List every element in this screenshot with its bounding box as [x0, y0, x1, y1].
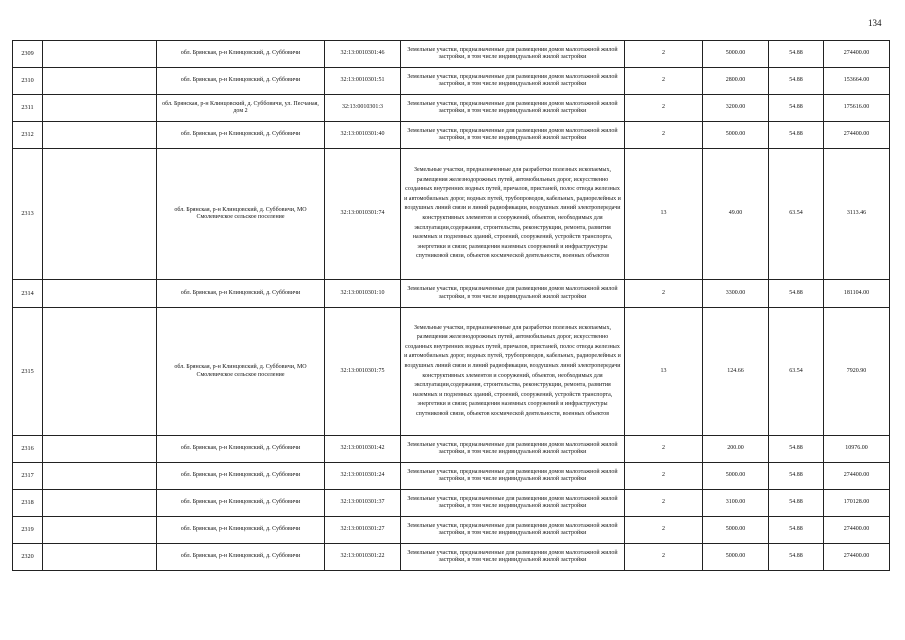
table-row: [13, 95, 890, 122]
address-cell: обл. Брянская, р-н Клинцовский, д. Суббовичи: [157, 41, 325, 68]
land-valuation-table: [12, 40, 890, 571]
spacer-cell: [43, 436, 157, 463]
rate-cell: 54.88: [769, 436, 824, 463]
area-cell: 2800.00: [703, 68, 769, 95]
area-cell: 5000.00: [703, 517, 769, 544]
land-use-cell: Земельные участки, предназначенные для размещения домов малоэтажной жилой застройки, в том числе индивидуальной жилой застройки: [401, 280, 625, 308]
cadastral-value-cell: 274400.00: [824, 41, 890, 68]
rate-cell: 54.88: [769, 122, 824, 149]
table-row: [13, 149, 890, 280]
group-cell: 2: [625, 95, 703, 122]
row-number-cell: 2310: [13, 68, 43, 95]
cadastral-number-cell: 32:13:0010301:74: [325, 149, 401, 280]
table-row: [13, 490, 890, 517]
address-cell: обл. Брянская, р-н Клинцовский, д. Суббовичи: [157, 436, 325, 463]
cadastral-value-cell: 3113.46: [824, 149, 890, 280]
cadastral-number-cell: 32:13:0010301:75: [325, 308, 401, 436]
address-cell: обл. Брянская, р-н Клинцовский, д. Суббовичи: [157, 463, 325, 490]
rate-cell: 54.88: [769, 490, 824, 517]
cadastral-number-cell: 32:13:0010301:24: [325, 463, 401, 490]
area-cell: 3100.00: [703, 490, 769, 517]
row-number-cell: 2316: [13, 436, 43, 463]
row-number-cell: 2313: [13, 149, 43, 280]
group-cell: 2: [625, 490, 703, 517]
land-use-cell: Земельные участки, предназначенные для размещения домов малоэтажной жилой застройки, в том числе индивидуальной жилой застройки: [401, 68, 625, 95]
spacer-cell: [43, 280, 157, 308]
land-use-cell: Земельные участки, предназначенные для размещения домов малоэтажной жилой застройки, в том числе индивидуальной жилой застройки: [401, 95, 625, 122]
spacer-cell: [43, 463, 157, 490]
cadastral-value-cell: 153664.00: [824, 68, 890, 95]
cadastral-number-cell: 32:13:0010301:3: [325, 95, 401, 122]
cadastral-number-cell: 32:13:0010301:40: [325, 122, 401, 149]
cadastral-number-cell: 32:13:0010301:27: [325, 517, 401, 544]
land-use-cell: Земельные участки, предназначенные для разработки полезных ископаемых, размещения железнодорожных путей, автомобильных дорог, искусственно созданных внутренних водных путей, причалов, пристаней, полос отвода железных и автомобильных дорог, водных путей, трубопроводов, кабельных, радиорелейных и воздушных линий связи и линий радиофикации, воздушных линий электропередачи конструктивных элементов и сооружений, объектов, необходимых для эксплуатации,содержания, строительства, реконструкции, ремонта, развития наземных и подземных зданий, строений, сооружений, устройств транспорта, энергетики и связи; размещения наземных сооружений и инфраструктуры спутниковой связи, объектов космической деятельности, военных объектов: [401, 149, 625, 280]
cadastral-number-cell: 32:13:0010301:51: [325, 68, 401, 95]
row-number-cell: 2311: [13, 95, 43, 122]
land-use-cell: Земельные участки, предназначенные для разработки полезных ископаемых, размещения железнодорожных путей, автомобильных дорог, искусственно созданных внутренних водных путей, причалов, пристаней, полос отвода железных и автомобильных дорог, водных путей, трубопроводов, кабельных, радиорелейных и воздушных линий связи и линий радиофикации, воздушных линий электропередачи конструктивных элементов и сооружений, объектов, необходимых для эксплуатации,содержания, строительства, реконструкции, ремонта, развития наземных и подземных зданий, строений, сооружений, устройств транспорта, энергетики и связи; размещения наземных сооружений и инфраструктуры спутниковой связи, объектов космической деятельности, военных объектов: [401, 308, 625, 436]
rate-cell: 54.88: [769, 544, 824, 571]
row-number-cell: 2312: [13, 122, 43, 149]
area-cell: 5000.00: [703, 122, 769, 149]
table-row: [13, 544, 890, 571]
cadastral-number-cell: 32:13:0010301:37: [325, 490, 401, 517]
spacer-cell: [43, 308, 157, 436]
cadastral-number-cell: 32:13:0010301:42: [325, 436, 401, 463]
spacer-cell: [43, 517, 157, 544]
rate-cell: 54.88: [769, 463, 824, 490]
spacer-cell: [43, 544, 157, 571]
address-cell: обл. Брянская, р-н Клинцовский, д. Суббовичи: [157, 122, 325, 149]
address-cell: обл. Брянская, р-н Клинцовский, д. Суббовичи: [157, 490, 325, 517]
group-cell: 2: [625, 436, 703, 463]
cadastral-value-cell: 274400.00: [824, 122, 890, 149]
table-row: [13, 436, 890, 463]
spacer-cell: [43, 41, 157, 68]
land-use-cell: Земельные участки, предназначенные для размещения домов малоэтажной жилой застройки, в том числе индивидуальной жилой застройки: [401, 122, 625, 149]
land-use-cell: Земельные участки, предназначенные для размещения домов малоэтажной жилой застройки, в том числе индивидуальной жилой застройки: [401, 41, 625, 68]
group-cell: 13: [625, 149, 703, 280]
cadastral-value-cell: 170128.00: [824, 490, 890, 517]
table-row: [13, 280, 890, 308]
address-cell: обл. Брянская, р-н Клинцовский, д. Суббовичи, ул. Песчаная, дом 2: [157, 95, 325, 122]
row-number-cell: 2318: [13, 490, 43, 517]
group-cell: 2: [625, 280, 703, 308]
spacer-cell: [43, 95, 157, 122]
table-row: [13, 122, 890, 149]
address-cell: обл. Брянская, р-н Клинцовский, д. Суббовичи: [157, 517, 325, 544]
group-cell: 2: [625, 463, 703, 490]
cadastral-value-cell: 274400.00: [824, 544, 890, 571]
table-row: [13, 463, 890, 490]
address-cell: обл. Брянская, р-н Клинцовский, д. Суббовичи: [157, 280, 325, 308]
table-row: [13, 68, 890, 95]
area-cell: 5000.00: [703, 41, 769, 68]
rate-cell: 54.88: [769, 517, 824, 544]
group-cell: 2: [625, 122, 703, 149]
cadastral-value-cell: 181104.00: [824, 280, 890, 308]
area-cell: 5000.00: [703, 544, 769, 571]
rate-cell: 54.88: [769, 68, 824, 95]
cadastral-value-cell: 274400.00: [824, 517, 890, 544]
area-cell: 124.66: [703, 308, 769, 436]
cadastral-value-cell: 274400.00: [824, 463, 890, 490]
group-cell: 2: [625, 41, 703, 68]
group-cell: 2: [625, 68, 703, 95]
spacer-cell: [43, 490, 157, 517]
spacer-cell: [43, 122, 157, 149]
rate-cell: 63.54: [769, 308, 824, 436]
area-cell: 3200.00: [703, 95, 769, 122]
row-number-cell: 2320: [13, 544, 43, 571]
page-number: 134: [868, 18, 882, 28]
cadastral-number-cell: 32:13:0010301:46: [325, 41, 401, 68]
cadastral-value-cell: 7920.90: [824, 308, 890, 436]
address-cell: обл. Брянская, р-н Клинцовский, д. Суббовичи: [157, 544, 325, 571]
address-cell: обл. Брянская, р-н Клинцовский, д. Суббовичи, МО Смолевичское сельское поселение: [157, 149, 325, 280]
cadastral-number-cell: 32:13:0010301:22: [325, 544, 401, 571]
land-use-cell: Земельные участки, предназначенные для размещения домов малоэтажной жилой застройки, в том числе индивидуальной жилой застройки: [401, 517, 625, 544]
group-cell: 2: [625, 544, 703, 571]
address-cell: обл. Брянская, р-н Клинцовский, д. Суббовичи, МО Смолевичское сельское поселение: [157, 308, 325, 436]
land-use-cell: Земельные участки, предназначенные для размещения домов малоэтажной жилой застройки, в том числе индивидуальной жилой застройки: [401, 544, 625, 571]
area-cell: 5000.00: [703, 463, 769, 490]
row-number-cell: 2319: [13, 517, 43, 544]
table-row: [13, 41, 890, 68]
row-number-cell: 2315: [13, 308, 43, 436]
cadastral-value-cell: 10976.00: [824, 436, 890, 463]
spacer-cell: [43, 149, 157, 280]
address-cell: обл. Брянская, р-н Клинцовский, д. Суббовичи: [157, 68, 325, 95]
land-use-cell: Земельные участки, предназначенные для размещения домов малоэтажной жилой застройки, в том числе индивидуальной жилой застройки: [401, 490, 625, 517]
spacer-cell: [43, 68, 157, 95]
area-cell: 200.00: [703, 436, 769, 463]
row-number-cell: 2309: [13, 41, 43, 68]
rate-cell: 54.88: [769, 41, 824, 68]
land-use-cell: Земельные участки, предназначенные для размещения домов малоэтажной жилой застройки, в том числе индивидуальной жилой застройки: [401, 436, 625, 463]
area-cell: 3300.00: [703, 280, 769, 308]
cadastral-number-cell: 32:13:0010301:10: [325, 280, 401, 308]
table-row: [13, 517, 890, 544]
row-number-cell: 2317: [13, 463, 43, 490]
group-cell: 2: [625, 517, 703, 544]
land-use-cell: Земельные участки, предназначенные для размещения домов малоэтажной жилой застройки, в том числе индивидуальной жилой застройки: [401, 463, 625, 490]
group-cell: 13: [625, 308, 703, 436]
row-number-cell: 2314: [13, 280, 43, 308]
rate-cell: 54.88: [769, 95, 824, 122]
table-row: [13, 308, 890, 436]
area-cell: 49.00: [703, 149, 769, 280]
cadastral-value-cell: 175616.00: [824, 95, 890, 122]
rate-cell: 63.54: [769, 149, 824, 280]
rate-cell: 54.88: [769, 280, 824, 308]
